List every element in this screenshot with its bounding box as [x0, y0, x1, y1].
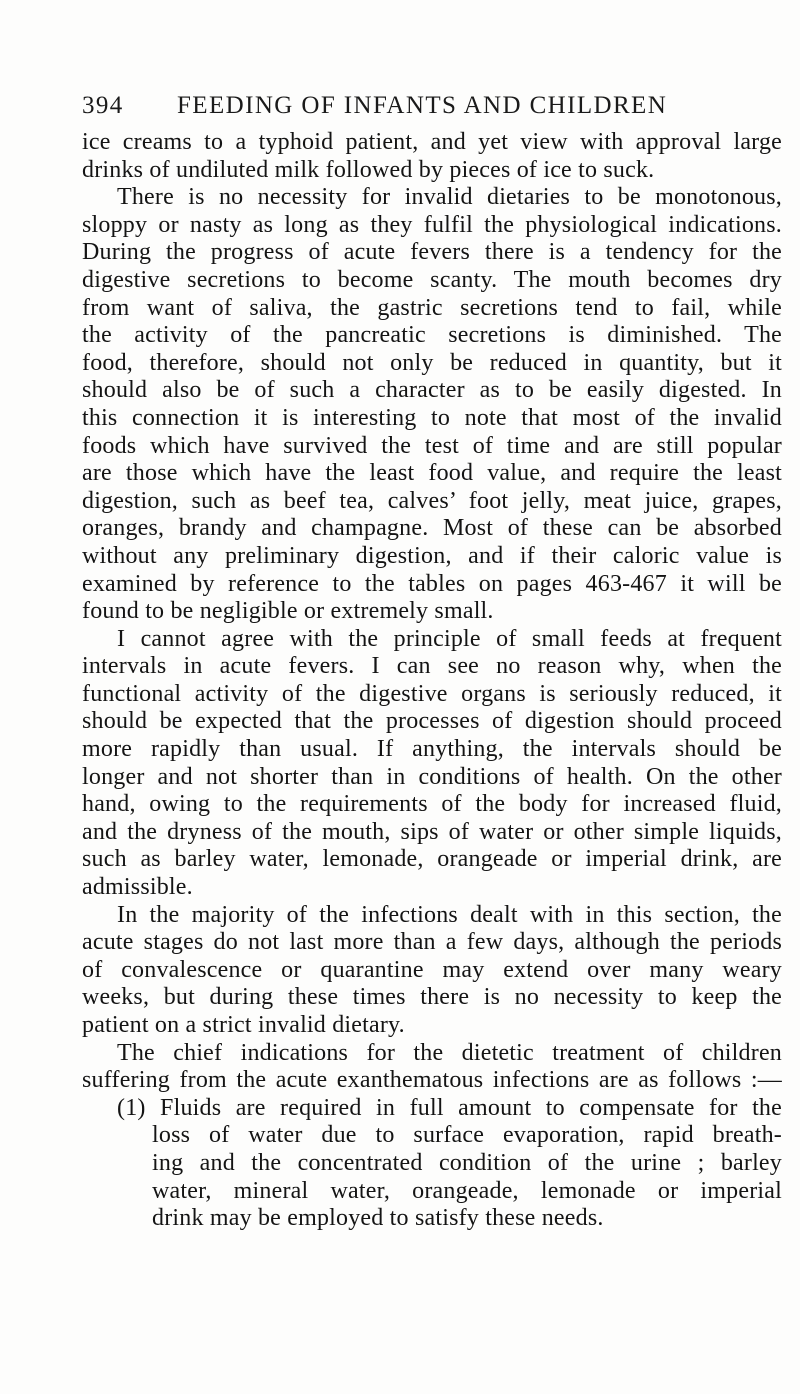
body-text [82, 129, 782, 1233]
text-line: acute stages do not last more than a few days, although the periods [82, 929, 782, 956]
text-line: digestion, such as beef tea, calves’ foot jelly, meat juice, grapes, [82, 487, 782, 514]
text-line: During the progress of acute fevers there is a tendency for the [82, 239, 782, 266]
paragraph-start: The chief indications for the dietetic treatment of children [117, 1039, 782, 1066]
text-line: admissible. [82, 874, 193, 901]
text-line: longer and not shorter than in conditions of health. On the other [82, 763, 782, 790]
text-line: foods which have survived the test of time and are still popular [82, 432, 782, 459]
list-item-line: drink may be employed to satisfy these needs. [152, 1205, 604, 1232]
running-title: FEEDING OF INFANTS AND CHILDREN [177, 92, 668, 119]
paragraph-start: In the majority of the infections dealt with in this section, the [117, 901, 782, 928]
text-line: this connection it is interesting to note that most of the invalid [82, 404, 782, 431]
text-line: ice creams to a typhoid patient, and yet view with approval large [82, 129, 782, 155]
text-line: are those which have the least food value, and require the least [82, 460, 782, 487]
list-item-line: ing and the concentrated condition of the urine ; barley [152, 1149, 782, 1176]
paragraph-start: There is no necessity for invalid dietaries to be monotonous, [117, 184, 782, 211]
text-line: the activity of the pancreatic secretions is diminished. The [82, 322, 782, 349]
list-item-start: (1) Fluids are required in full amount to compensate for the [117, 1094, 782, 1121]
text-line: suffering from the acute exanthematous infections are as follows :— [82, 1067, 782, 1094]
text-line: should be expected that the processes of digestion should proceed [82, 708, 782, 735]
list-item-line: loss of water due to surface evaporation, rapid breath- [152, 1122, 782, 1149]
page-header [82, 92, 782, 122]
text-line: should also be of such a character as to be easily digested. In [82, 377, 782, 404]
text-line: examined by reference to the tables on pages 463-467 it will be [82, 570, 782, 597]
text-line: and the dryness of the mouth, sips of water or other simple liquids, [82, 818, 782, 845]
text-line: food, therefore, should not only be reduced in quantity, but it [82, 349, 782, 376]
text-line: hand, owing to the requirements of the body for increased fluid, [82, 791, 782, 818]
text-line: of convalescence or quarantine may extend over many weary [82, 956, 782, 983]
page-number: 394 [82, 92, 124, 119]
text-line: drinks of undiluted milk followed by pieces of ice to suck. [82, 156, 655, 183]
text-line: weeks, but during these times there is no necessity to keep the [82, 984, 782, 1011]
text-line: without any preliminary digestion, and if their caloric value is [82, 542, 782, 569]
text-line: such as barley water, lemonade, orangeade or imperial drink, are [82, 846, 782, 873]
list-item-line: water, mineral water, orangeade, lemonade or imperial [152, 1177, 782, 1204]
text-line: patient on a strict invalid dietary. [82, 1012, 405, 1038]
text-line: more rapidly than usual. If anything, the intervals should be [82, 736, 782, 763]
text-line: found to be negligible or extremely small. [82, 598, 494, 625]
text-line: functional activity of the digestive organs is seriously reduced, it [82, 680, 782, 707]
text-line: digestive secretions to become scanty. The mouth becomes dry [82, 266, 782, 293]
paragraph-start: I cannot agree with the principle of small feeds at frequent [117, 625, 782, 652]
text-line: oranges, brandy and champagne. Most of these can be absorbed [82, 515, 782, 542]
text-line: intervals in acute fevers. I can see no reason why, when the [82, 653, 782, 680]
text-line: sloppy or nasty as long as they fulfil the physiological indications. [82, 211, 782, 238]
text-line: from want of saliva, the gastric secretions tend to fail, while [82, 294, 782, 321]
